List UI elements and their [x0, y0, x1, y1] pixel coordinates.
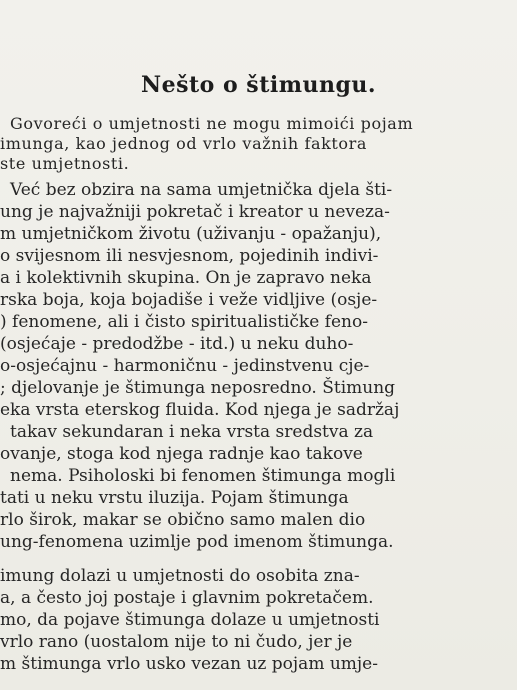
text-line: m štimunga vrlo usko vezan uz pojam umje- — [0, 654, 378, 674]
text-line: ung je najvažniji pokretač i kreator u neveza- — [0, 202, 390, 222]
text-line: o svijesnom ili nesvjesnom, pojedinih indivi- — [0, 246, 379, 266]
text-line: a i kolektivnih skupina. On je zapravo neka — [0, 268, 372, 288]
text-line: takav sekundaran i neka vrsta sredstva za — [10, 422, 374, 442]
text-line: Već bez obzira na sama umjetnička djela šti- — [10, 180, 393, 200]
text-line: (osjećaje - predodžbe - itd.) u neku duho- — [0, 334, 354, 354]
text-line: rska boja, koja bojadiše i veže vidljive (osje- — [0, 290, 378, 310]
text-line: ovanje, stoga kod njega radnje kao takove — [0, 444, 363, 464]
text-line: tati u neku vrstu iluzija. Pojam štimunga — [0, 488, 349, 508]
text-line: o-osjećajnu - harmoničnu - jedinstvenu cje- — [0, 356, 370, 376]
text-line: a, a često joj postaje i glavnim pokretačem. — [0, 588, 374, 608]
text-line: Govoreći o umjetnosti ne mogu mimoići pojam — [10, 114, 414, 133]
text-line: ung-fenomena uzimlje pod imenom štimunga. — [0, 532, 394, 552]
text-line: nema. Psiholoski bi fenomen štimunga mogli — [10, 466, 396, 486]
text-line: imunga, kao jednog od vrlo važnih faktora — [0, 134, 368, 153]
text-line: ; djelovanje je štimunga neposredno. Štimung — [0, 378, 396, 398]
text-line: mo, da pojave štimunga dolaze u umjetnosti — [0, 610, 380, 630]
text-line: imung dolazi u umjetnosti do osobita zna- — [0, 566, 360, 586]
text-line: vrlo rano (uostalom nije to ni čudo, jer je — [0, 632, 353, 652]
text-line: m umjetničkom životu (uživanju - opažanju), — [0, 224, 382, 244]
text-line: eka vrsta eterskog fluida. Kod njega je sadržaj — [0, 400, 400, 420]
text-line: ste umjetnosti. — [0, 154, 130, 173]
text-line: rlo širok, makar se obično samo malen dio — [0, 510, 366, 530]
text-line: ) fenomene, ali i čisto spiritualističke feno- — [0, 312, 368, 332]
page-title: Nešto o štimungu. — [140, 72, 377, 98]
